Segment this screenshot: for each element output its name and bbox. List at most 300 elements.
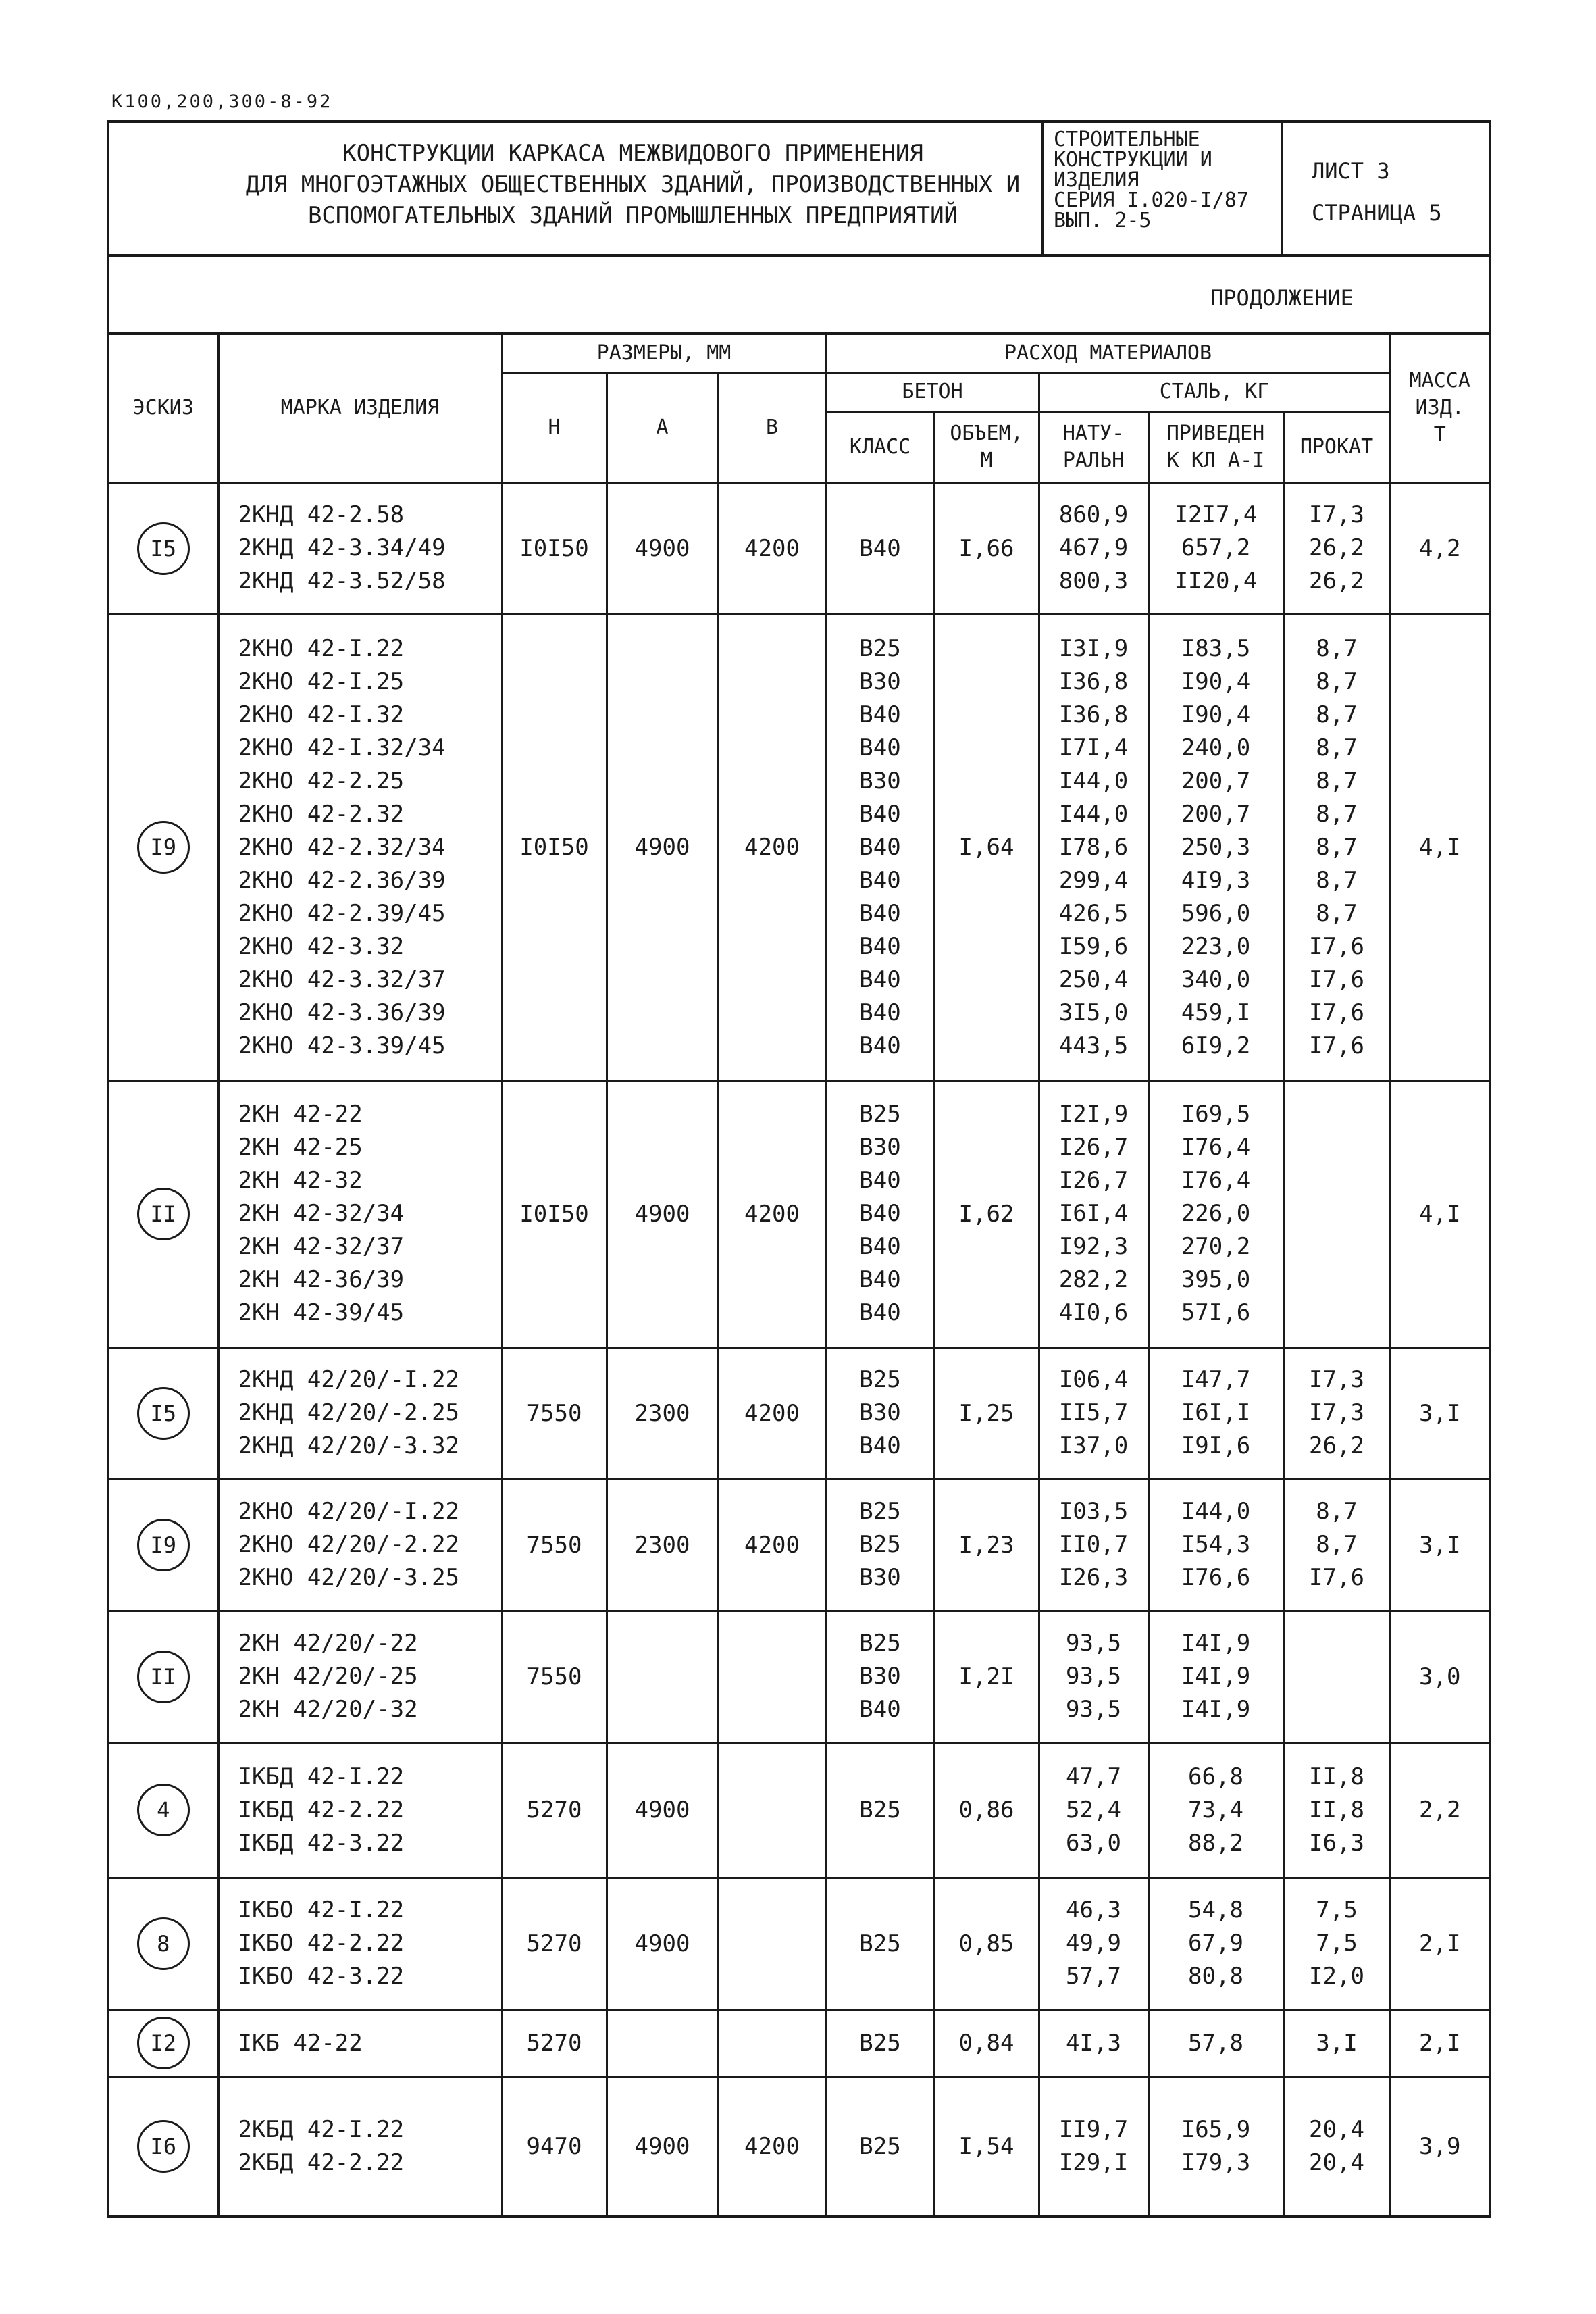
volume-cell (934, 1878, 1039, 2009)
cell-line: B30 (859, 1399, 901, 1426)
cell-value: 7550 (526, 1663, 582, 1690)
h-cell (502, 482, 607, 614)
class-cell (826, 2009, 934, 2077)
cell-line: 443,5 (1058, 1032, 1129, 1059)
rolled-cell (1283, 482, 1390, 614)
cell-value: 4900 (634, 834, 690, 861)
divider (1281, 123, 1283, 254)
cell-line: IКБД 42-3.22 (238, 1829, 405, 1857)
cell-line: 8,7 (1316, 800, 1358, 828)
b-cell (718, 614, 826, 1080)
table-row (109, 2077, 1489, 2215)
cell-line: 800,3 (1058, 568, 1129, 595)
cell-value: B25 (859, 1796, 901, 1823)
sheet-number: ЛИСТ 3 (1312, 158, 1390, 184)
a-cell (607, 614, 718, 1080)
natural-cell (1039, 1611, 1148, 1742)
rolled-cell (1283, 614, 1390, 1080)
rolled-cell (1283, 2009, 1390, 2077)
cell-line: I76,4 (1181, 1167, 1251, 1194)
cell-line: 67,9 (1188, 1930, 1243, 1957)
b-cell (718, 1479, 826, 1611)
mark-cell (218, 2009, 502, 2077)
a-cell (607, 1347, 718, 1479)
cell-line: I4I,9 (1181, 1630, 1251, 1657)
table-row (109, 1479, 1489, 1611)
a-cell (607, 1611, 718, 1742)
cell-line: I90,4 (1181, 668, 1251, 695)
cell-line: 20,4 (1309, 2149, 1364, 2177)
cell-line: I65,9 (1181, 2116, 1251, 2144)
cell-line: 3I5,0 (1058, 999, 1129, 1026)
cell-value: 3,0 (1419, 1663, 1461, 1690)
mark-cell (218, 614, 502, 1080)
cell-line: 46,3 (1066, 1896, 1121, 1923)
mass-cell (1390, 1080, 1489, 1347)
series-line: СЕРИЯ I.020-I/87 (1054, 188, 1249, 212)
cell-line: 250,3 (1181, 833, 1251, 861)
cell-line: 8,7 (1316, 899, 1358, 927)
natural-cell (1039, 482, 1148, 614)
cell-line: 2КН 42/20/-32 (238, 1696, 418, 1723)
cell-line: I92,3 (1058, 1233, 1129, 1260)
cell-line: II9,7 (1058, 2116, 1129, 2144)
cell-line: I44,0 (1181, 1498, 1251, 1525)
sketch-cell (109, 1080, 218, 1347)
mass-cell (1390, 482, 1489, 614)
b-cell (718, 1611, 826, 1742)
cell-line: 223,0 (1181, 932, 1251, 960)
cell-line: I7,6 (1309, 965, 1364, 993)
cell-line: 8,7 (1316, 634, 1358, 662)
cell-value: I,23 (958, 1531, 1014, 1559)
cell-line: 47,7 (1066, 1763, 1121, 1790)
cell-value: 0,86 (958, 1796, 1014, 1823)
cell-line: 80,8 (1188, 1963, 1243, 1990)
mark-cell (218, 482, 502, 614)
col-a: А (607, 372, 718, 482)
cell-value: I0I50 (519, 1200, 589, 1228)
reduced-cell (1148, 1742, 1283, 1878)
volume-cell (934, 614, 1039, 1080)
cell-line: I4I,9 (1181, 1696, 1251, 1723)
sketch-cell (109, 482, 218, 614)
table-body (109, 335, 1489, 2215)
cell-line: 3,I (1316, 2029, 1358, 2057)
sketch-number: I6 (137, 2120, 190, 2173)
cell-value: I,54 (958, 2133, 1014, 2161)
natural-cell (1039, 614, 1148, 1080)
cell-line: 426,5 (1058, 899, 1129, 927)
cell-line: 8,7 (1316, 767, 1358, 795)
cell-line: 2КН 42-25 (238, 1134, 363, 1161)
a-cell (607, 2077, 718, 2215)
series-line: КОНСТРУКЦИИ И (1054, 148, 1212, 172)
natural-cell (1039, 1742, 1148, 1878)
series-line: ВЫП. 2-5 (1054, 209, 1152, 232)
b-cell (718, 482, 826, 614)
cell-line: I6I,4 (1058, 1200, 1129, 1227)
cell-value: 4200 (744, 1399, 800, 1427)
cell-line: IКБО 42-2.22 (238, 1930, 405, 1957)
volume-cell (934, 1742, 1039, 1878)
cell-line: 340,0 (1181, 965, 1251, 993)
reduced-cell (1148, 614, 1283, 1080)
cell-line: IКБД 42-I.22 (238, 1763, 405, 1790)
reduced-cell (1148, 1080, 1283, 1347)
cell-line: 459,I (1181, 999, 1251, 1026)
cell-line: 26,2 (1309, 534, 1364, 561)
b-cell (718, 2077, 826, 2215)
cell-line: B40 (859, 965, 901, 993)
cell-line: 2КНО 42-3.36/39 (238, 999, 446, 1026)
rolled-cell (1283, 1080, 1390, 1347)
cell-value: 7550 (526, 1531, 582, 1559)
cell-line: 2КНО 42-I.32 (238, 701, 405, 728)
cell-line: 8,7 (1316, 866, 1358, 894)
sketch-cell (109, 2009, 218, 2077)
sketch-cell (109, 614, 218, 1080)
series-info (1054, 130, 1277, 231)
sketch-number: II (137, 1651, 190, 1703)
mark-cell (218, 1878, 502, 2009)
b-cell (718, 1347, 826, 1479)
cell-value: 3,9 (1419, 2133, 1461, 2161)
reduced-cell (1148, 1479, 1283, 1611)
reduced-cell (1148, 482, 1283, 614)
col-h: Н (502, 372, 607, 482)
cell-line: 2КНО 42/20/-3.25 (238, 1564, 460, 1591)
volume-cell (934, 2009, 1039, 2077)
table-row (109, 1742, 1489, 1878)
cell-line: 7,5 (1316, 1896, 1358, 1923)
sketch-number: I5 (137, 1387, 190, 1440)
cell-line: 8,7 (1316, 734, 1358, 761)
cell-line: 2КНД 42-2.58 (238, 501, 405, 528)
natural-cell (1039, 1878, 1148, 2009)
cell-line: I90,4 (1181, 701, 1251, 728)
cell-line: 2КНО 42-2.32/34 (238, 833, 446, 861)
cell-line: IКБ 42-22 (238, 2029, 363, 2057)
cell-line: I26,3 (1058, 1564, 1129, 1591)
cell-line: 66,8 (1188, 1763, 1243, 1790)
reduced-cell (1148, 1611, 1283, 1742)
cell-value: B40 (859, 534, 901, 562)
col-sketch: ЭСКИЗ (109, 335, 218, 482)
sketch-cell (109, 1347, 218, 1479)
cell-line: 57,8 (1188, 2029, 1243, 2057)
cell-line: I7,6 (1309, 1564, 1364, 1591)
cell-value: 0,85 (958, 1930, 1014, 1957)
mass-cell (1390, 2077, 1489, 2215)
cell-line: B40 (859, 833, 901, 861)
mass-cell (1390, 1611, 1489, 1742)
mass-cell (1390, 1742, 1489, 1878)
cell-line: 8,7 (1316, 1531, 1358, 1558)
cell-line: B40 (859, 866, 901, 894)
sketch-cell (109, 1479, 218, 1611)
cell-value: 4200 (744, 534, 800, 562)
cell-line: B40 (859, 1266, 901, 1293)
mass-cell (1390, 2009, 1489, 2077)
class-cell (826, 1479, 934, 1611)
table-row (109, 1611, 1489, 1742)
cell-value: 4,2 (1419, 534, 1461, 562)
cell-line: I7,6 (1309, 1032, 1364, 1059)
cell-line: 2КНО 42-I.22 (238, 634, 405, 662)
cell-line: 63,0 (1066, 1829, 1121, 1857)
rolled-cell (1283, 2077, 1390, 2215)
natural-cell (1039, 1080, 1148, 1347)
cell-value: 4900 (634, 534, 690, 562)
sketch-number: 4 (137, 1784, 190, 1836)
cell-line: B30 (859, 1564, 901, 1591)
mass-cell (1390, 614, 1489, 1080)
sketch-number: 8 (137, 1917, 190, 1970)
cell-line: I7,3 (1309, 501, 1364, 528)
table-row (109, 614, 1489, 1080)
natural-cell (1039, 1347, 1148, 1479)
rolled-cell (1283, 1347, 1390, 1479)
cell-line: B25 (859, 1498, 901, 1525)
b-cell (718, 1080, 826, 1347)
cell-line: 6I9,2 (1181, 1032, 1251, 1059)
col-reduced: ПРИВЕДЕН К КЛ А-I (1148, 411, 1283, 482)
cell-line: I36,8 (1058, 668, 1129, 695)
document-title (123, 138, 1143, 231)
mark-cell (218, 1742, 502, 1878)
table-row (109, 1347, 1489, 1479)
cell-line: 200,7 (1181, 800, 1251, 828)
cell-value: 4,I (1419, 834, 1461, 861)
table-row (109, 1080, 1489, 1347)
table-row (109, 1878, 1489, 2009)
cell-line: B30 (859, 767, 901, 795)
rolled-cell (1283, 1878, 1390, 2009)
cell-line: B25 (859, 634, 901, 662)
cell-line: B40 (859, 1299, 901, 1326)
title-line: КОНСТРУКЦИИ КАРКАСА МЕЖВИДОВОГО ПРИМЕНЕНИЯ (342, 140, 923, 167)
cell-line: I3I,9 (1058, 634, 1129, 662)
sketch-cell (109, 1742, 218, 1878)
cell-line: B30 (859, 668, 901, 695)
sketch-number: II (137, 1188, 190, 1240)
col-mass: МАССА ИЗД. Т (1390, 335, 1489, 482)
h-cell (502, 1742, 607, 1878)
cell-value: 5270 (526, 1930, 582, 1957)
cell-line: 2КНД 42/20/-2.25 (238, 1399, 460, 1426)
cell-line: 2КН 42-32/37 (238, 1233, 405, 1260)
cell-line: I9I,6 (1181, 1432, 1251, 1459)
mark-cell (218, 1080, 502, 1347)
cell-line: B25 (859, 1101, 901, 1128)
cell-value: 4900 (634, 1796, 690, 1823)
col-class: КЛАСС (826, 411, 934, 482)
cell-line: I06,4 (1058, 1366, 1129, 1393)
mass-cell (1390, 1878, 1489, 2009)
cell-line: II,8 (1309, 1763, 1364, 1790)
col-mark: МАРКА ИЗДЕЛИЯ (218, 335, 502, 482)
natural-cell (1039, 1479, 1148, 1611)
sketch-number: I9 (137, 1519, 190, 1571)
volume-cell (934, 482, 1039, 614)
cell-line: I36,8 (1058, 701, 1129, 728)
cell-line: 860,9 (1058, 501, 1129, 528)
cell-value: B25 (859, 1930, 901, 1957)
cell-line: 8,7 (1316, 668, 1358, 695)
document-frame (107, 120, 1491, 2218)
cell-line: I7,3 (1309, 1366, 1364, 1393)
h-cell (502, 1080, 607, 1347)
cell-line: I69,5 (1181, 1101, 1251, 1128)
cell-line: IКБО 42-I.22 (238, 1896, 405, 1923)
mark-cell (218, 1479, 502, 1611)
sketch-cell (109, 1611, 218, 1742)
cell-line: 2КН 42-36/39 (238, 1266, 405, 1293)
h-cell (502, 614, 607, 1080)
col-volume: ОБЪЕМ, М (934, 411, 1039, 482)
a-cell (607, 1878, 718, 2009)
cell-line: I7I,4 (1058, 734, 1129, 761)
cell-line: 2КНО 42-2.32 (238, 800, 405, 828)
series-line: СТРОИТЕЛЬНЫЕ (1054, 128, 1200, 151)
a-cell (607, 1479, 718, 1611)
rolled-cell (1283, 1742, 1390, 1878)
cell-line: 270,2 (1181, 1233, 1251, 1260)
cell-line: 93,5 (1066, 1663, 1121, 1690)
cell-line: B40 (859, 1233, 901, 1260)
title-line: ДЛЯ МНОГОЭТАЖНЫХ ОБЩЕСТВЕННЫХ ЗДАНИЙ, ПРОИЗВОДСТВЕННЫХ И (245, 171, 1021, 198)
cell-line: B40 (859, 1167, 901, 1194)
cell-value: I,66 (958, 534, 1014, 562)
cell-line: 200,7 (1181, 767, 1251, 795)
volume-cell (934, 1080, 1039, 1347)
cell-line: 57,7 (1066, 1963, 1121, 1990)
cell-line: IКБД 42-2.22 (238, 1796, 405, 1823)
cell-line: I29,I (1058, 2149, 1129, 2177)
cell-value: 4200 (744, 1531, 800, 1559)
cell-line: B40 (859, 899, 901, 927)
class-cell (826, 1878, 934, 2009)
cell-line: I7,6 (1309, 932, 1364, 960)
cell-line: I59,6 (1058, 932, 1129, 960)
cell-line: 2КН 42/20/-22 (238, 1630, 418, 1657)
cell-value: 4900 (634, 1200, 690, 1228)
cell-value: B25 (859, 2030, 901, 2057)
cell-line: 2КН 42-32 (238, 1167, 363, 1194)
reduced-cell (1148, 1347, 1283, 1479)
cell-line: 2КНД 42/20/-3.32 (238, 1432, 460, 1459)
cell-line: I03,5 (1058, 1498, 1129, 1525)
cell-line: II5,7 (1058, 1399, 1129, 1426)
cell-line: 467,9 (1058, 534, 1129, 561)
title-line: ВСПОМОГАТЕЛЬНЫХ ЗДАНИЙ ПРОМЫШЛЕННЫХ ПРЕДПРИЯТИЙ (307, 202, 958, 229)
cell-line: 4I,3 (1066, 2029, 1121, 2057)
cell-line: 2КН 42-22 (238, 1101, 363, 1128)
rolled-cell (1283, 1611, 1390, 1742)
a-cell (607, 2009, 718, 2077)
cell-value: 2300 (634, 1531, 690, 1559)
class-cell (826, 1080, 934, 1347)
volume-cell (934, 1347, 1039, 1479)
cell-line: 2КБД 42-I.22 (238, 2116, 405, 2144)
cell-line: 8,7 (1316, 701, 1358, 728)
cell-line: 26,2 (1309, 568, 1364, 595)
sketch-cell (109, 1878, 218, 2009)
cell-line: 2КНД 42/20/-I.22 (238, 1366, 460, 1393)
cell-line: 2КНО 42-2.36/39 (238, 866, 446, 894)
natural-cell (1039, 2009, 1148, 2077)
cell-line: 52,4 (1066, 1796, 1121, 1823)
cell-line: 2КНД 42-3.34/49 (238, 534, 446, 561)
cell-line: B40 (859, 999, 901, 1026)
cell-line: B25 (859, 1630, 901, 1657)
cell-value: 3,I (1419, 1399, 1461, 1427)
h-cell (502, 1479, 607, 1611)
cell-value: 2,I (1419, 1930, 1461, 1957)
continuation-label: ПРОДОЛЖЕНИЕ (1210, 285, 1354, 311)
cell-line: 2КНО 42/20/-I.22 (238, 1498, 460, 1525)
cell-line: I26,7 (1058, 1134, 1129, 1161)
mark-cell (218, 1611, 502, 1742)
cell-line: I44,0 (1058, 767, 1129, 795)
cell-line: B25 (859, 1531, 901, 1558)
cell-line: I76,6 (1181, 1564, 1251, 1591)
cell-line: 8,7 (1316, 833, 1358, 861)
cell-line: 2КБД 42-2.22 (238, 2149, 405, 2177)
cell-line: B40 (859, 800, 901, 828)
h-cell (502, 1347, 607, 1479)
mark-cell (218, 1347, 502, 1479)
cell-line: 73,4 (1188, 1796, 1243, 1823)
cell-line: 54,8 (1188, 1896, 1243, 1923)
cell-value: 4,I (1419, 1200, 1461, 1228)
cell-value: 4200 (744, 1200, 800, 1228)
continuation-row (109, 257, 1489, 335)
cell-line: B40 (859, 932, 901, 960)
class-cell (826, 1347, 934, 1479)
col-materials: РАСХОД МАТЕРИАЛОВ (826, 335, 1390, 372)
b-cell (718, 1878, 826, 2009)
sketch-number: I2 (137, 2017, 190, 2069)
cell-line: 2КНО 42-3.32/37 (238, 965, 446, 993)
cell-line: 8,7 (1316, 1498, 1358, 1525)
cell-line: I26,7 (1058, 1167, 1129, 1194)
cell-value: I,25 (958, 1399, 1014, 1427)
cell-line: I6I,I (1181, 1399, 1251, 1426)
cell-line: I2,0 (1309, 1963, 1364, 1990)
divider (1041, 123, 1044, 254)
class-cell (826, 2077, 934, 2215)
cell-value: 4200 (744, 2133, 800, 2161)
cell-value: 3,I (1419, 1531, 1461, 1559)
col-b: В (718, 372, 826, 482)
cell-line: I7,6 (1309, 999, 1364, 1026)
cell-value: 9470 (526, 2133, 582, 2161)
volume-cell (934, 1479, 1039, 1611)
sketch-number: I5 (137, 522, 190, 575)
cell-line: B30 (859, 1134, 901, 1161)
cell-line: B40 (859, 1432, 901, 1459)
class-cell (826, 482, 934, 614)
cell-line: I37,0 (1058, 1432, 1129, 1459)
cell-line: 2КНО 42-I.32/34 (238, 734, 446, 761)
cell-value: 2300 (634, 1399, 690, 1427)
cell-line: IКБО 42-3.22 (238, 1963, 405, 1990)
cell-line: I7,3 (1309, 1399, 1364, 1426)
cell-line: II,8 (1309, 1796, 1364, 1823)
mark-cell (218, 2077, 502, 2215)
